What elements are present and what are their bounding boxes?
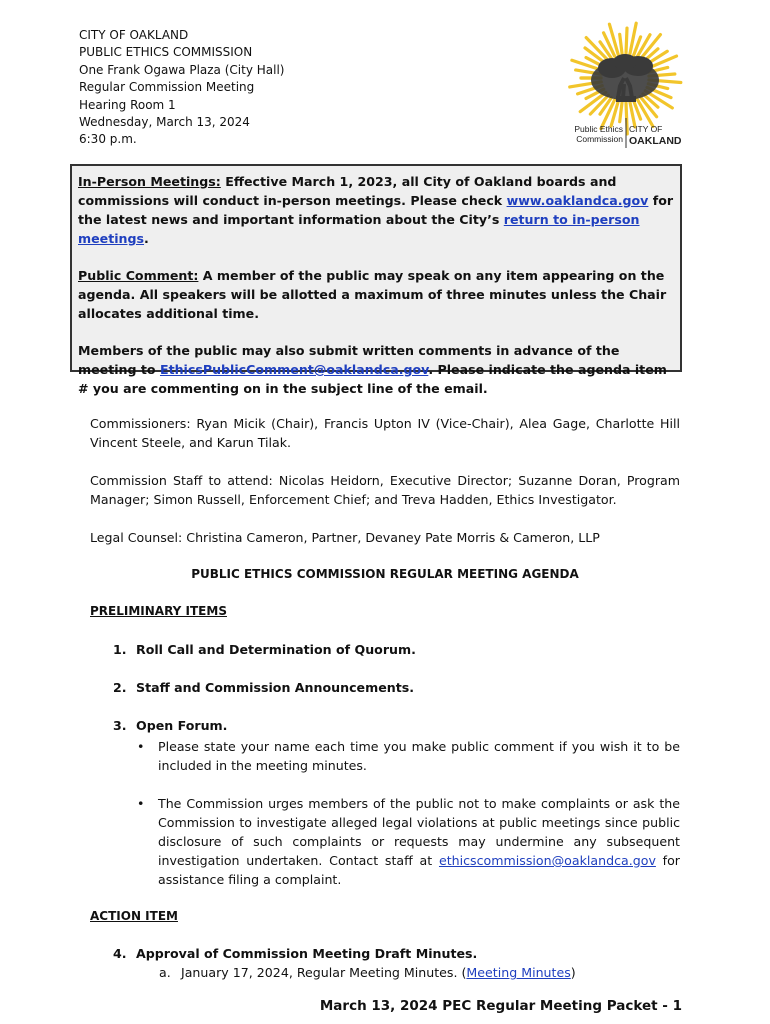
header-line: 6:30 p.m. <box>79 132 137 147</box>
subitem-close: ) <box>570 965 576 980</box>
sun-ray <box>620 34 622 54</box>
notice-text: Effective March 1, 2023, all City of Oakland boards and commissions will conduct in-person meetings. Please check <box>78 174 617 208</box>
notice-text: . <box>144 231 149 246</box>
header-line: Wednesday, March 13, 2024 <box>79 115 250 130</box>
bullet-text-part: The Commission urges members of the public not to make complaints or ask the Commission to investigate alleged legal violations at public meetings since public disclosure of such complaints or requests may undermine any subsequent investigation undertaken. Contact staff at <box>158 796 680 868</box>
notice-paragraph-public-comment <box>78 266 674 323</box>
oaklandca-link[interactable]: www.oaklandca.gov <box>506 193 649 208</box>
subitem-letter: a. <box>159 965 171 980</box>
notice-text: Members of the public may also submit written comments in advance of the meeting to <box>78 343 620 377</box>
bullet-text: Please state your name each time you make public comment if you wish it to be included in the meeting minutes. <box>158 739 680 773</box>
logo-left-line2: Commission <box>576 134 623 144</box>
oakland-pec-logo <box>560 18 690 154</box>
item-label: Roll Call and Determination of Quorum. <box>136 642 416 657</box>
agenda-title: PUBLIC ETHICS COMMISSION REGULAR MEETING AGENDA <box>191 567 579 581</box>
meeting-header <box>79 27 284 149</box>
agenda-item-3 <box>113 718 227 733</box>
return-in-person-link[interactable]: return to in-person meetings <box>78 212 640 246</box>
in-person-notice-box <box>70 164 682 396</box>
packet-footer: March 13, 2024 PEC Regular Meeting Packet - 1 <box>319 998 682 1014</box>
legal-counsel-paragraph: Legal Counsel: Christina Cameron, Partner, Devaney Pate Morris & Cameron, LLP <box>90 530 600 545</box>
item-number: 3. <box>113 718 127 733</box>
item-label: Staff and Commission Announcements. <box>136 680 415 695</box>
item-number: 4. <box>113 946 127 961</box>
staff-paragraph: Commission Staff to attend: Nicolas Heidorn, Executive Director; Suzanne Doran, Program Manager; Simon Russell, Enforcement Chief; and Treva Hadden, Ethics Investigator. <box>90 473 680 507</box>
item-number: 1. <box>113 642 127 657</box>
item-label: Open Forum. <box>136 718 228 733</box>
notice-text: for the latest news and important information about the City’s <box>78 193 674 227</box>
agenda-item-2 <box>113 680 414 695</box>
bullet-text-part: for assistance filing a complaint. <box>158 853 680 887</box>
notice-label: Public Comment: <box>78 268 199 283</box>
item-label: Approval of Commission Meeting Draft Minutes. <box>136 946 478 961</box>
meeting-minutes-link[interactable]: Meeting Minutes <box>466 965 571 980</box>
bullet-text <box>158 794 680 889</box>
bullet-glyph: • <box>137 739 145 754</box>
notice-paragraph-written-comments <box>78 341 674 398</box>
preliminary-items-heading: PRELIMINARY ITEMS <box>90 604 227 618</box>
open-forum-bullet-2 <box>137 794 680 889</box>
header-line: One Frank Ogawa Plaza (City Hall) <box>79 62 285 77</box>
notice-paragraph-in-person <box>78 172 674 248</box>
header-line: CITY OF OAKLAND <box>79 28 189 42</box>
open-forum-bullet-1 <box>137 737 680 775</box>
notice-text: A member of the public may speak on any item appearing on the agenda. All speakers will be allotted a maximum of three minutes unless the Chair allocates additional time. <box>78 268 667 321</box>
subitem-text: January 17, 2024, Regular Meeting Minutes. ( <box>181 965 467 980</box>
minutes-subitem-a <box>159 965 576 980</box>
agenda-item-4 <box>113 946 477 961</box>
sun-ray <box>626 28 627 54</box>
action-item-heading: ACTION ITEM <box>90 909 178 923</box>
logo-left-line1: Public Ethics <box>574 124 623 134</box>
bullet-glyph: • <box>137 796 145 811</box>
item-number: 2. <box>113 680 127 695</box>
agenda-item-1 <box>113 642 416 657</box>
notice-label: In-Person Meetings: <box>78 174 221 189</box>
notice-text: . Please indicate the agenda item # you are commenting on in the subject line of the email. <box>78 362 667 396</box>
sun-ray <box>620 102 622 122</box>
logo-right-line1: CITY OF <box>629 124 663 134</box>
logo-right-line2: OAKLAND <box>629 135 682 147</box>
ethics-commission-email-link[interactable]: ethicscommission@oaklandca.gov <box>438 853 656 868</box>
header-line: Regular Commission Meeting <box>79 80 255 95</box>
header-line: PUBLIC ETHICS COMMISSION <box>79 45 253 60</box>
commissioners-paragraph: Commissioners: Ryan Micik (Chair), Francis Upton IV (Vice-Chair), Alea Gage, Charlotte Hill Vincent Steele, and Karun Tilak. <box>90 416 680 450</box>
public-comment-email-link[interactable]: EthicsPublicComment@oaklandca.gov <box>159 362 429 377</box>
header-line: Hearing Room 1 <box>79 97 176 112</box>
